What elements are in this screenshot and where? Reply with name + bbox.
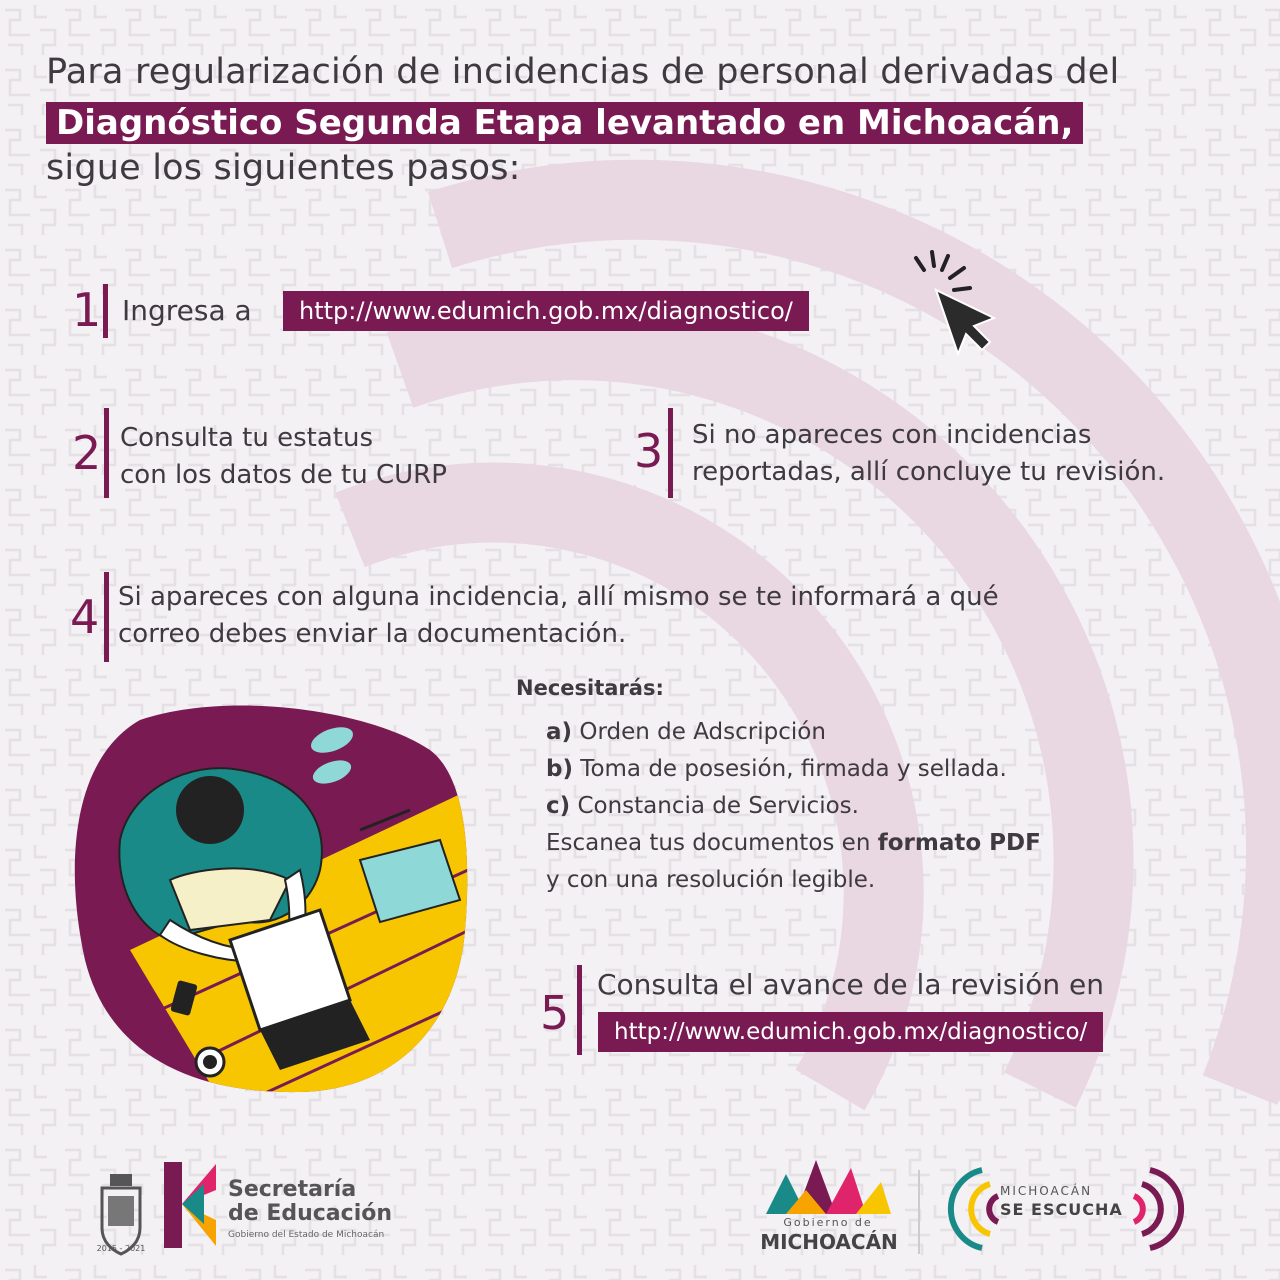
seal-years: 2015 - 2021 bbox=[96, 1244, 146, 1253]
step-3-line-1: Si no apareces con incidencias bbox=[692, 420, 1092, 450]
requirement-a-letter: a) bbox=[546, 719, 573, 745]
education-subtitle: Gobierno del Estado de Michoacán bbox=[228, 1230, 385, 1240]
scan-pre: Escanea tus documentos en bbox=[546, 830, 871, 856]
step-5-url[interactable]: http://www.edumich.gob.mx/diagnostico/ bbox=[598, 1012, 1103, 1052]
person-laptop-illustration bbox=[70, 700, 490, 1100]
step-4-line-2: correo debes enviar la documentación. bbox=[118, 619, 627, 649]
step-1-text: Ingresa a bbox=[122, 294, 252, 327]
step-5-bar bbox=[577, 965, 582, 1055]
education-logo-icon bbox=[160, 1160, 220, 1250]
footer bbox=[0, 1150, 1280, 1280]
footer-divider bbox=[918, 1170, 920, 1254]
step-4-line-1: Si apareces con alguna incidencia, allí mismo se te informará a qué bbox=[118, 582, 999, 612]
education-title bbox=[228, 1178, 392, 1226]
step-2-number: 2 bbox=[72, 426, 102, 480]
scan-format: formato PDF bbox=[877, 830, 1041, 856]
step-5-text: Consulta el avance de la revisión en bbox=[597, 968, 1104, 1001]
cursor-click-icon bbox=[906, 250, 998, 362]
gob-big-text: MICHOACÁN bbox=[760, 1230, 898, 1254]
mse-line-1: MICHOACÁN bbox=[1000, 1184, 1093, 1198]
requirement-b-letter: b) bbox=[546, 756, 573, 782]
step-2-line-1: Consulta tu estatus bbox=[120, 423, 374, 453]
sound-waves-right-icon bbox=[1130, 1164, 1190, 1254]
requirement-c bbox=[546, 788, 1041, 825]
step-4-number: 4 bbox=[70, 590, 100, 644]
scan-instruction bbox=[516, 825, 1041, 862]
requirement-b-text: Toma de posesión, firmada y sellada. bbox=[580, 756, 1007, 782]
requirement-a bbox=[546, 714, 1041, 751]
requirement-c-text: Constancia de Servicios. bbox=[577, 793, 859, 819]
scan-instruction-2: y con una resolución legible. bbox=[546, 867, 876, 893]
requirement-b bbox=[546, 751, 1041, 788]
step-1-number: 1 bbox=[72, 283, 102, 337]
step-3-number: 3 bbox=[634, 424, 664, 478]
step-3-line-2: reportadas, allí concluye tu revisión. bbox=[692, 457, 1166, 487]
gob-small-text: Gobierno de bbox=[783, 1216, 873, 1229]
step-4-bar bbox=[104, 572, 109, 662]
headline bbox=[46, 52, 1246, 188]
requirement-a-text: Orden de Adscripción bbox=[579, 719, 826, 745]
michoacan-logo-icon bbox=[756, 1154, 896, 1218]
sound-waves-left-icon bbox=[942, 1164, 1002, 1254]
mse-line-2: SE ESCUCHA bbox=[1000, 1200, 1123, 1219]
step-3-bar bbox=[668, 408, 673, 498]
education-title-2: de Educación bbox=[228, 1201, 393, 1226]
requirements bbox=[516, 676, 1041, 899]
step-2-bar bbox=[104, 408, 109, 498]
education-title-1: Secretaría bbox=[228, 1177, 357, 1202]
headline-highlight: Diagnóstico Segunda Etapa levantado en Michoacán, bbox=[46, 102, 1083, 144]
headline-line-1: Para regularización de incidencias de personal derivadas del bbox=[46, 52, 1120, 92]
headline-line-3: sigue los siguientes pasos: bbox=[46, 148, 521, 188]
requirements-title: Necesitarás: bbox=[516, 676, 664, 700]
requirement-c-letter: c) bbox=[546, 793, 571, 819]
step-1-bar bbox=[103, 284, 108, 338]
step-1-url[interactable]: http://www.edumich.gob.mx/diagnostico/ bbox=[283, 291, 809, 331]
step-5-number: 5 bbox=[540, 986, 570, 1040]
step-2-line-2: con los datos de tu CURP bbox=[120, 460, 447, 490]
